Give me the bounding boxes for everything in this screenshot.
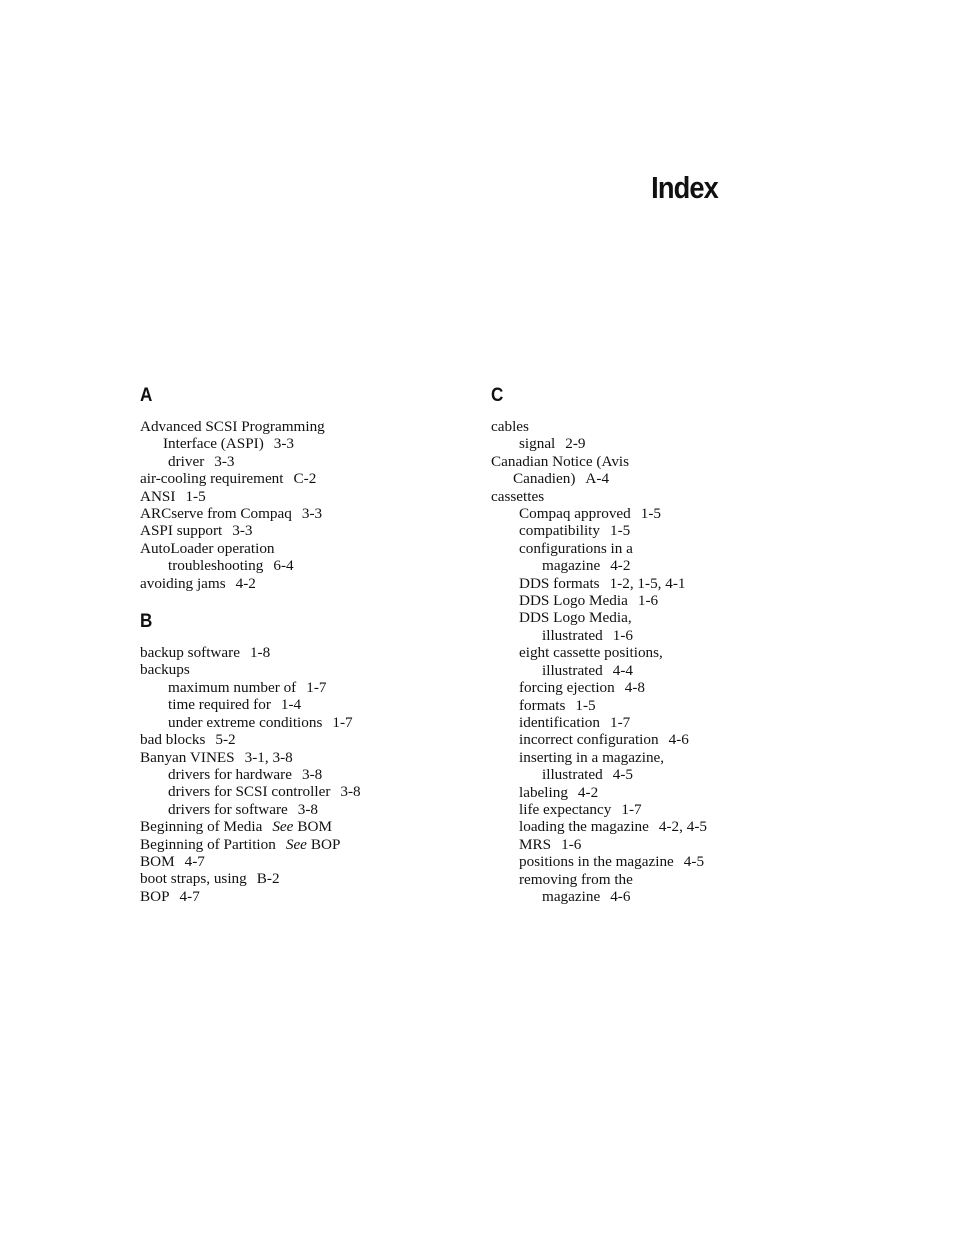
index-subentry: maximum number of 1-7 bbox=[168, 678, 327, 696]
page-ref: 1-7 bbox=[332, 713, 353, 731]
index-entry: Canadien) A-4 bbox=[513, 470, 610, 488]
index-entry: BOP 4-7 bbox=[140, 887, 200, 905]
index-column-right bbox=[491, 384, 821, 923]
page-ref: 1-7 bbox=[621, 800, 642, 818]
page-ref: 4-2 bbox=[235, 574, 256, 592]
page-ref: 3-3 bbox=[214, 452, 235, 470]
index-subentry: DDS Logo Media, bbox=[519, 609, 632, 627]
page-ref: 3-8 bbox=[297, 800, 319, 818]
index-subentry: illustrated 1-6 bbox=[542, 626, 633, 644]
page-ref: 2-9 bbox=[565, 435, 586, 453]
index-subentry: formats 1-5 bbox=[519, 696, 596, 714]
index-entry: Interface (ASPI) 3-3 bbox=[163, 435, 295, 453]
page-ref: 1-2, 1-5, 4-1 bbox=[609, 574, 686, 592]
page-ref: 1-5 bbox=[185, 487, 206, 505]
index-subentry: labeling 4-2 bbox=[519, 783, 599, 801]
index-entry: AutoLoader operation bbox=[140, 539, 275, 557]
index-entry: Beginning of Media See BOM bbox=[140, 818, 333, 836]
page-ref: 1-6 bbox=[561, 835, 582, 853]
page-ref: 4-4 bbox=[612, 661, 633, 679]
page-ref: 1-5 bbox=[575, 696, 596, 714]
section-letter: A bbox=[140, 385, 153, 406]
index-entry: air-cooling requirement C-2 bbox=[140, 470, 317, 488]
index-subentry: magazine 4-2 bbox=[542, 557, 631, 575]
see-target: BOP bbox=[310, 835, 341, 853]
page-ref: 4-6 bbox=[668, 731, 689, 749]
page-ref: 3-3 bbox=[301, 505, 323, 523]
page-ref: 3-1, 3-8 bbox=[244, 748, 293, 766]
page-ref: 4-2, 4-5 bbox=[658, 818, 707, 836]
section-c bbox=[491, 384, 821, 905]
index-entry: backups bbox=[140, 661, 190, 679]
page-ref: B-2 bbox=[256, 870, 280, 888]
page-ref: 3-3 bbox=[273, 435, 295, 453]
index-subentry: drivers for hardware 3-8 bbox=[168, 765, 323, 783]
index-subentry: eight cassette positions, bbox=[519, 644, 663, 662]
page-ref: 4-5 bbox=[612, 766, 633, 784]
index-subentry: removing from the bbox=[519, 870, 633, 888]
page-ref: 4-8 bbox=[624, 679, 645, 697]
section-letter: C bbox=[491, 385, 504, 406]
index-subentry: identification 1-7 bbox=[519, 713, 631, 731]
index-entry: cables bbox=[491, 418, 529, 435]
page-ref: 3-3 bbox=[232, 522, 253, 540]
index-subentry: loading the magazine 4-2, 4-5 bbox=[519, 818, 707, 836]
page-ref: 6-4 bbox=[273, 557, 294, 575]
index-entry: ANSI 1-5 bbox=[140, 487, 206, 505]
index-entry: ARCserve from Compaq 3-3 bbox=[140, 505, 323, 523]
index-subentry: signal 2-9 bbox=[519, 435, 586, 453]
page-ref: 1-5 bbox=[640, 505, 662, 523]
index-subentry: MRS 1-6 bbox=[519, 835, 582, 853]
index-subentry: driver 3-3 bbox=[168, 452, 235, 470]
index-subentry: troubleshooting 6-4 bbox=[168, 557, 294, 575]
page-ref: 1-4 bbox=[280, 696, 302, 714]
section-letter: B bbox=[140, 611, 153, 633]
page-ref: A-4 bbox=[585, 470, 610, 488]
page-ref: 1-5 bbox=[610, 522, 631, 540]
index-subentry: magazine 4-6 bbox=[542, 887, 631, 905]
page-ref: 1-6 bbox=[612, 626, 633, 644]
index-subentry: drivers for software 3-8 bbox=[168, 800, 319, 818]
index-entry: Beginning of Partition See BOP bbox=[140, 835, 341, 853]
section-a bbox=[140, 384, 470, 592]
index-entry: BOM 4-7 bbox=[140, 852, 205, 870]
page-ref: 3-8 bbox=[340, 783, 361, 801]
index-subentry: DDS Logo Media 1-6 bbox=[519, 592, 659, 610]
section-b bbox=[140, 610, 470, 905]
index-entry: boot straps, using B-2 bbox=[140, 870, 280, 888]
index-entry: cassettes bbox=[491, 487, 545, 505]
index-subentry: forcing ejection 4-8 bbox=[519, 679, 645, 697]
page-ref: 4-6 bbox=[610, 887, 631, 905]
index-subentry: Compaq approved 1-5 bbox=[519, 505, 662, 523]
page-ref: 1-7 bbox=[306, 678, 327, 696]
index-subentry: time required for 1-4 bbox=[168, 696, 302, 714]
page-ref: 5-2 bbox=[215, 731, 236, 749]
page-ref: C-2 bbox=[293, 470, 317, 488]
see-target: BOM bbox=[297, 818, 333, 836]
index-subentry: positions in the magazine 4-5 bbox=[519, 853, 705, 871]
index-column-left bbox=[140, 384, 470, 923]
index-entry: Banyan VINES 3-1, 3-8 bbox=[140, 748, 293, 766]
index-subentry: compatibility 1-5 bbox=[519, 522, 631, 540]
index-entry: backup software 1-8 bbox=[140, 644, 271, 662]
page-ref: 4-2 bbox=[610, 557, 631, 575]
index-entry: ASPI support 3-3 bbox=[140, 522, 253, 540]
page-ref: 4-5 bbox=[683, 853, 705, 871]
see-reference: See bbox=[285, 835, 307, 853]
index-entry: bad blocks 5-2 bbox=[140, 731, 236, 749]
index-subentry: illustrated 4-5 bbox=[542, 766, 633, 784]
see-reference: See bbox=[272, 818, 294, 836]
index-entry: Canadian Notice (Avis bbox=[491, 452, 630, 470]
page-ref: 4-7 bbox=[179, 887, 200, 905]
index-entry: Advanced SCSI Programming bbox=[140, 418, 325, 435]
index-entry: avoiding jams 4-2 bbox=[140, 574, 256, 592]
page-ref: 4-7 bbox=[184, 852, 205, 870]
page-ref: 1-7 bbox=[609, 713, 631, 731]
page-ref: 1-6 bbox=[637, 592, 659, 610]
index-subentry: life expectancy 1-7 bbox=[519, 800, 642, 818]
index-subentry: illustrated 4-4 bbox=[542, 661, 633, 679]
index-subentry: configurations in a bbox=[519, 539, 633, 557]
index-subentry: under extreme conditions 1-7 bbox=[168, 713, 353, 731]
page-ref: 3-8 bbox=[301, 765, 323, 783]
page-ref: 1-8 bbox=[249, 644, 271, 662]
index-subentry: DDS formats 1-2, 1-5, 4-1 bbox=[519, 574, 686, 592]
page-ref: 4-2 bbox=[577, 783, 599, 801]
page-title: Index bbox=[651, 170, 718, 205]
index-subentry: drivers for SCSI controller 3-8 bbox=[168, 783, 361, 801]
index-subentry: incorrect configuration 4-6 bbox=[519, 731, 689, 749]
index-subentry: inserting in a magazine, bbox=[519, 748, 665, 766]
